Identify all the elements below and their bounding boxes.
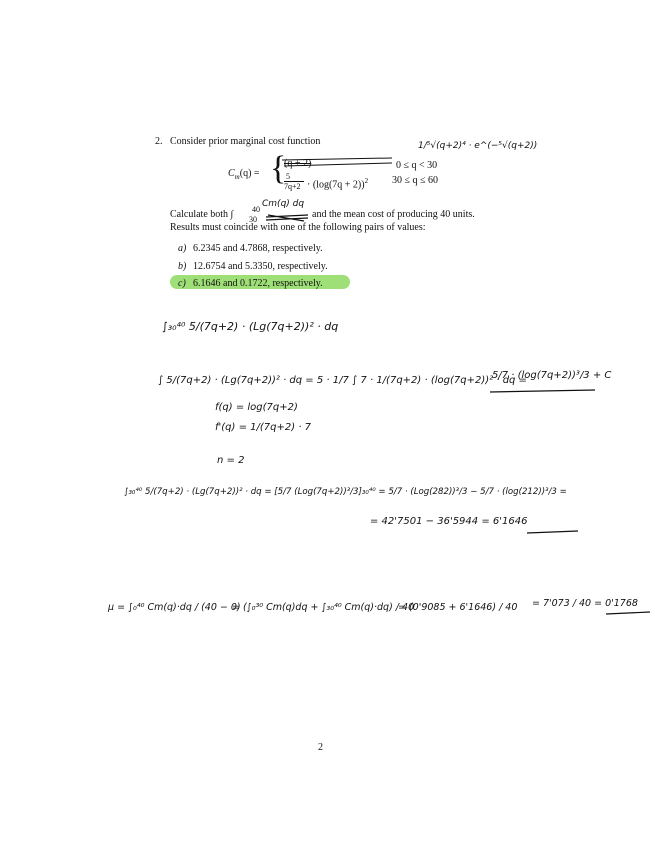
option-c-text: 6.1646 and 0.1722, respectively. — [193, 278, 323, 289]
hw-correction-integral: Cm(q) dq — [262, 199, 305, 209]
option-a-label: a) — [178, 243, 187, 254]
hw-mean-lhs: μ = ∫₀⁴⁰ Cm(q)·dq / (40 − 0) — [108, 602, 241, 613]
case1-condition: 0 ≤ q < 30 — [396, 160, 438, 171]
page-number: 2 — [318, 742, 323, 753]
results-line: Results must coincide with one of the following pairs of values: — [170, 222, 426, 233]
hw-mean-mid: = (∫₀³⁰ Cm(q)dq + ∫₃₀⁴⁰ Cm(q)·dq) / 40 — [232, 602, 415, 613]
hw-line1: ∫₃₀⁴⁰ 5/(7q+2) · (Lg(7q+2))² · dq — [162, 320, 339, 333]
case2-frac-num: 5 — [286, 172, 290, 181]
hw-line3a: ∫₃₀⁴⁰ 5/(7q+2) · (Lg(7q+2))² · dq = [5/7 (Log(7q+2))³/3]₃₀⁴⁰ = 5/7 · (Log(282))³/3 − 5/7 · (log(212))³/3 = — [124, 487, 567, 497]
hw-underline-1 — [490, 390, 595, 392]
calc-lower: 30 — [249, 215, 257, 224]
hw-mean-vals: = (0'9085 + 6'1646) / 40 — [398, 602, 518, 613]
hw-mean-final: = 7'073 / 40 = 0'1768 — [532, 598, 638, 609]
option-b-label: b) — [178, 261, 187, 272]
option-c-label: c) — [178, 278, 186, 289]
hw-f-def: f(q) = log(7q+2) — [215, 402, 298, 413]
left-brace: { — [270, 150, 287, 187]
hw-underline-3 — [606, 612, 650, 614]
case1-expression: (q + 2) — [284, 158, 312, 169]
problem-intro: Consider prior marginal cost function — [170, 136, 321, 147]
hw-fprime-def: f'(q) = 1/(7q+2) · 7 — [215, 422, 312, 433]
option-b-text: 12.6754 and 5.3350, respectively. — [193, 261, 328, 272]
function-name: $C_m(q)$ = — [228, 168, 260, 181]
hw-line2a: ∫ 5/(7q+2) · (Lg(7q+2))² · dq = 5 · 1/7 ∫ 7 · 1/(7q+2) · (log(7q+2))² · dq = — [158, 375, 527, 386]
case2-condition: 30 ≤ q ≤ 60 — [392, 175, 438, 186]
calc-upper: 40 — [252, 205, 260, 214]
case2-expression: · $(\log(7q + 2))^2$ — [307, 177, 369, 191]
hw-underline-2 — [527, 531, 578, 533]
hw-strikethrough — [282, 158, 392, 166]
calc-prefix: Calculate both ∫ — [170, 209, 234, 220]
problem-number: 2. — [155, 136, 163, 147]
option-a-text: 6.2345 and 4.7868, respectively. — [193, 243, 323, 254]
hw-line3b: = 42'7501 − 36'5944 = 6'1646 — [370, 516, 528, 527]
hw-n-def: n = 2 — [217, 455, 245, 466]
case2-frac-den: 7q+2 — [284, 182, 301, 191]
hw-correction-top: 1/⁵√(q+2)⁴ · e^(−⁵√(q+2)) — [418, 141, 538, 151]
calc-suffix: and the mean cost of producing 40 units. — [312, 209, 475, 220]
hw-line2b: 5/7 · (log(7q+2))³/3 + C — [492, 370, 612, 381]
